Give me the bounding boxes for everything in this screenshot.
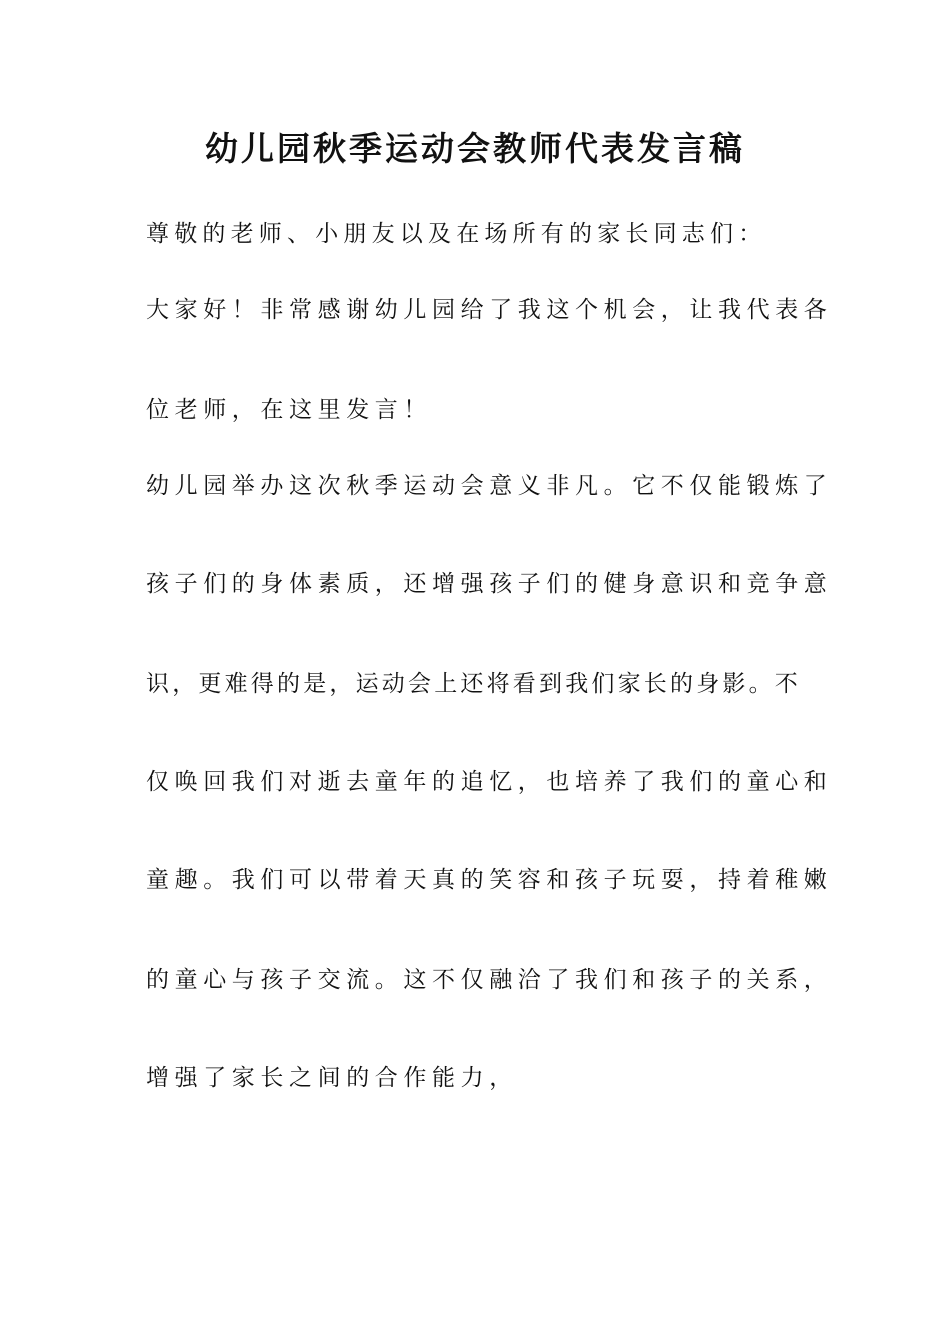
body-line-2: 位老师，在这里发言！ (146, 397, 432, 423)
body-line-7: 童趣。我们可以带着天真的笑容和孩子玩耍，持着稚嫩 (146, 867, 833, 893)
body-line-9: 增强了家长之间的合作能力， (146, 1065, 518, 1091)
salutation-line: 尊敬的老师、小朋友以及在场所有的家长同志们： (146, 221, 767, 247)
body-line-4: 孩子们的身体素质，还增强孩子们的健身意识和竞争意 (146, 571, 833, 597)
document-title: 幼儿园秋季运动会教师代表发言稿 (205, 129, 745, 168)
body-line-5: 识，更难得的是，运动会上还将看到我们家长的身影。不 (146, 671, 801, 697)
body-line-6: 仅唤回我们对逝去童年的追忆，也培养了我们的童心和 (146, 769, 833, 795)
body-line-8: 的童心与孩子交流。这不仅融洽了我们和孩子的关系， (146, 967, 833, 993)
body-line-3: 幼儿园举办这次秋季运动会意义非凡。它不仅能锻炼了 (146, 473, 833, 499)
body-line-1: 大家好！非常感谢幼儿园给了我这个机会，让我代表各 (146, 297, 833, 323)
